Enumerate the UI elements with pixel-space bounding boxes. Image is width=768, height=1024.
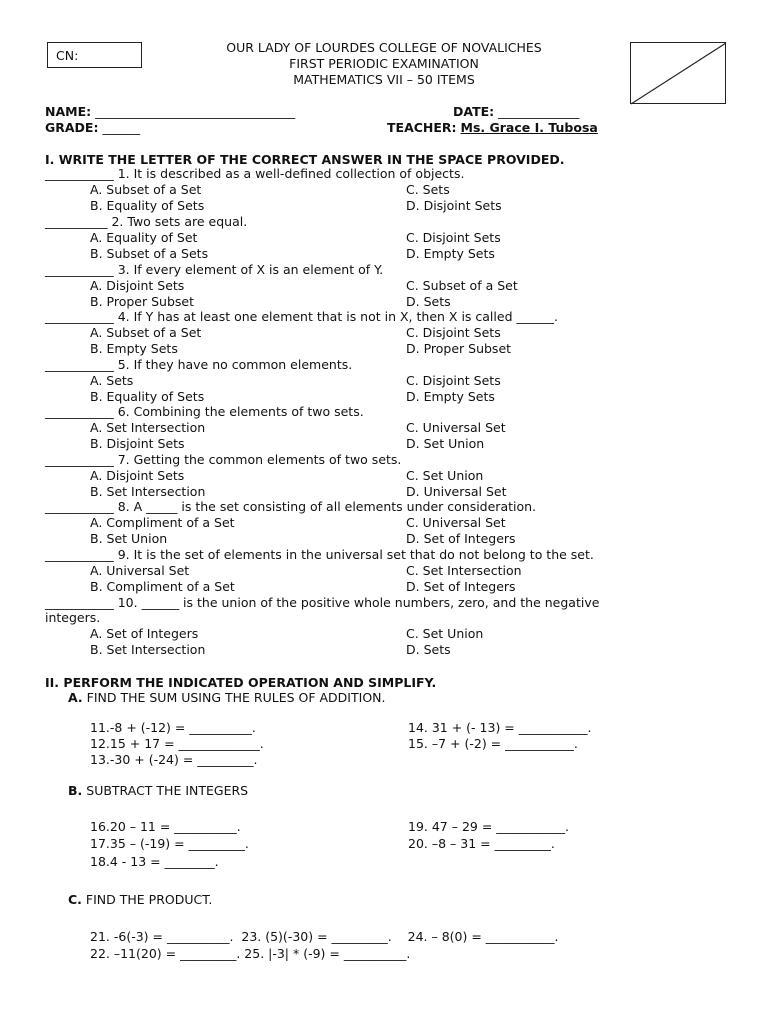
school-name: OUR LADY OF LOURDES COLLEGE OF NOVALICHES xyxy=(226,40,542,55)
question-3-option-c[interactable]: C. Subset of a Set xyxy=(406,278,518,293)
part2-title: II. PERFORM THE INDICATED OPERATION AND SIMPLIFY. xyxy=(45,675,437,690)
name-row xyxy=(45,104,295,119)
question-3-option-b[interactable]: B. Proper Subset xyxy=(90,294,194,309)
question-4-option-a[interactable]: A. Subset of a Set xyxy=(90,325,202,340)
question-9-option-a[interactable]: A. Universal Set xyxy=(90,563,190,578)
item-11[interactable]: 11.-8 + (-12) = __________. xyxy=(90,720,256,735)
question-7-option-b[interactable]: B. Set Intersection xyxy=(90,484,206,499)
section-b-heading xyxy=(68,783,248,798)
question-2-stem[interactable]: __________ 2. Two sets are equal. xyxy=(45,214,248,229)
section-b-letter: B. xyxy=(68,783,83,798)
grade-field[interactable]: ______ xyxy=(102,120,140,135)
teacher-row xyxy=(387,120,598,135)
section-c-letter: C. xyxy=(68,892,82,907)
question-8-option-c[interactable]: C. Universal Set xyxy=(406,515,506,530)
date-row xyxy=(453,104,579,119)
part1-title: I. WRITE THE LETTER OF THE CORRECT ANSWER IN THE SPACE PROVIDED. xyxy=(45,152,565,167)
section-b-instruction: SUBTRACT THE INTEGERS xyxy=(86,783,249,798)
question-1-option-d[interactable]: D. Disjoint Sets xyxy=(406,198,502,213)
question-10-stem[interactable]: ___________ 10. ______ is the union of the positive whole numbers, zero, and the negative xyxy=(45,595,600,610)
question-4-stem[interactable]: ___________ 4. If Y has at least one element that is not in X, then X is called ______. xyxy=(45,309,558,324)
section-c-instruction: FIND THE PRODUCT. xyxy=(85,892,213,907)
date-label: DATE: xyxy=(453,104,495,119)
question-9-stem[interactable]: ___________ 9. It is the set of elements in the universal set that do not belong to the set. xyxy=(45,547,594,562)
question-8-option-a[interactable]: A. Compliment of a Set xyxy=(90,515,235,530)
question-6-option-a[interactable]: A. Set Intersection xyxy=(90,420,206,435)
question-7-option-a[interactable]: A. Disjoint Sets xyxy=(90,468,185,483)
item-12[interactable]: 12.15 + 17 = _____________. xyxy=(90,736,264,751)
question-7-stem[interactable]: ___________ 7. Getting the common elements of two sets. xyxy=(45,452,402,467)
name-label: NAME: xyxy=(45,104,92,119)
question-8-stem[interactable]: ___________ 8. A _____ is the set consisting of all elements under consideration. xyxy=(45,499,537,514)
question-7-option-c[interactable]: C. Set Union xyxy=(406,468,484,483)
question-7-option-d[interactable]: D. Universal Set xyxy=(406,484,507,499)
question-3-option-a[interactable]: A. Disjoint Sets xyxy=(90,278,185,293)
items-22-25[interactable]: 22. –11(20) = _________. 25. |-3| * (-9) = __________. xyxy=(90,946,411,961)
question-10-option-a[interactable]: A. Set of Integers xyxy=(90,626,199,641)
question-8-option-d[interactable]: D. Set of Integers xyxy=(406,531,516,546)
question-6-option-b[interactable]: B. Disjoint Sets xyxy=(90,436,185,451)
question-9-option-d[interactable]: D. Set of Integers xyxy=(406,579,516,594)
item-20[interactable]: 20. –8 – 31 = _________. xyxy=(408,836,555,851)
subject-title: MATHEMATICS VII – 50 ITEMS xyxy=(293,72,475,87)
item-14[interactable]: 14. 31 + (- 13) = ___________. xyxy=(408,720,592,735)
question-5-option-a[interactable]: A. Sets xyxy=(90,373,134,388)
question-9-option-b[interactable]: B. Compliment of a Set xyxy=(90,579,235,594)
section-a-heading xyxy=(68,690,385,705)
question-5-option-b[interactable]: B. Equality of Sets xyxy=(90,389,205,404)
item-15[interactable]: 15. –7 + (-2) = ___________. xyxy=(408,736,578,751)
question-6-option-d[interactable]: D. Set Union xyxy=(406,436,485,451)
item-18[interactable]: 18.4 - 13 = ________. xyxy=(90,854,219,869)
question-6-option-c[interactable]: C. Universal Set xyxy=(406,420,506,435)
question-1-stem[interactable]: ___________ 1. It is described as a well-defined collection of objects. xyxy=(45,166,465,181)
question-1-option-c[interactable]: C. Sets xyxy=(406,182,450,197)
section-a-instruction: FIND THE SUM USING THE RULES OF ADDITION. xyxy=(86,690,386,705)
question-4-option-d[interactable]: D. Proper Subset xyxy=(406,341,512,356)
teacher-label: TEACHER: xyxy=(387,120,457,135)
question-2-option-c[interactable]: C. Disjoint Sets xyxy=(406,230,501,245)
section-a-letter: A. xyxy=(68,690,83,705)
date-field[interactable]: _____________ xyxy=(498,104,580,119)
items-21-24[interactable]: 21. -6(-3) = __________. 23. (5)(-30) = _________. 24. – 8(0) = ___________. xyxy=(90,929,559,944)
item-13[interactable]: 13.-30 + (-24) = _________. xyxy=(90,752,258,767)
grade-label: GRADE: xyxy=(45,120,99,135)
question-10-option-c[interactable]: C. Set Union xyxy=(406,626,484,641)
item-17[interactable]: 17.35 – (-19) = _________. xyxy=(90,836,249,851)
section-c-heading xyxy=(68,892,212,907)
question-4-option-b[interactable]: B. Empty Sets xyxy=(90,341,178,356)
question-10-option-b[interactable]: B. Set Intersection xyxy=(90,642,206,657)
name-field[interactable]: ________________________________ xyxy=(95,104,296,119)
exam-title: FIRST PERIODIC EXAMINATION xyxy=(289,56,479,71)
question-2-option-a[interactable]: A. Equality of Set xyxy=(90,230,198,245)
cn-label: CN: xyxy=(56,48,79,63)
teacher-name: Ms. Grace I. Tubosa xyxy=(460,120,598,135)
grade-row xyxy=(45,120,140,135)
question-2-option-d[interactable]: D. Empty Sets xyxy=(406,246,495,261)
question-1-option-a[interactable]: A. Subset of a Set xyxy=(90,182,202,197)
question-5-option-c[interactable]: C. Disjoint Sets xyxy=(406,373,501,388)
item-16[interactable]: 16.20 – 11 = __________. xyxy=(90,819,241,834)
question-5-stem[interactable]: ___________ 5. If they have no common elements. xyxy=(45,357,353,372)
question-3-stem[interactable]: ___________ 3. If every element of X is an element of Y. xyxy=(45,262,384,277)
question-3-option-d[interactable]: D. Sets xyxy=(406,294,451,309)
question-5-option-d[interactable]: D. Empty Sets xyxy=(406,389,495,404)
question-10-stem-cont: integers. xyxy=(45,610,101,625)
question-6-stem[interactable]: ___________ 6. Combining the elements of two sets. xyxy=(45,404,364,419)
question-4-option-c[interactable]: C. Disjoint Sets xyxy=(406,325,501,340)
question-2-option-b[interactable]: B. Subset of a Sets xyxy=(90,246,209,261)
question-10-option-d[interactable]: D. Sets xyxy=(406,642,451,657)
question-8-option-b[interactable]: B. Set Union xyxy=(90,531,168,546)
question-1-option-b[interactable]: B. Equality of Sets xyxy=(90,198,205,213)
item-19[interactable]: 19. 47 – 29 = ___________. xyxy=(408,819,570,834)
question-9-option-c[interactable]: C. Set Intersection xyxy=(406,563,522,578)
